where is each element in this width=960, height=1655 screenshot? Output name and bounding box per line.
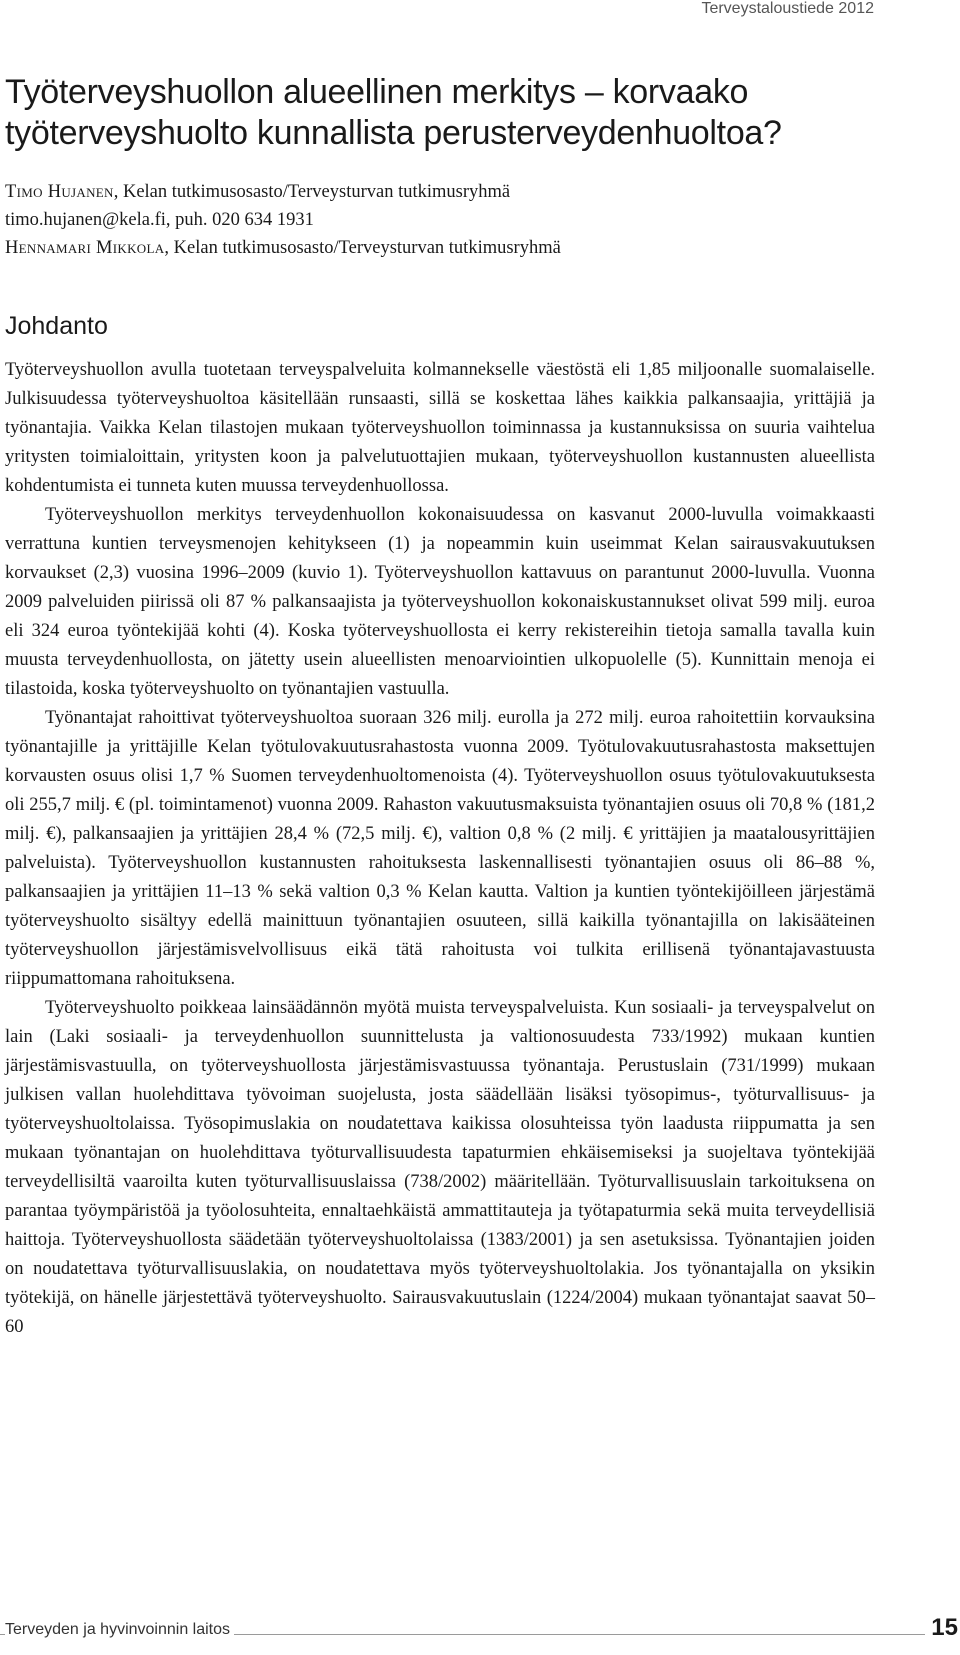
footer-organization: Terveyden ja hyvinvoinnin laitos <box>5 1621 234 1639</box>
body-text <box>5 356 875 1342</box>
running-header: Terveystaloustiede 2012 <box>701 0 874 17</box>
paragraph: Työnantajat rahoittivat työterveyshuoltoa suoraan 326 milj. eurolla ja 272 milj. euroa rahoitettiin korvauksina työnantajille ja yrittäjille Kelan työtulovakuutusrahastosta vuonna 2009. Työtulovakuutusrahastosta maksettujen korvausten osuus olisi 1,7 % Suomen terveydenhuoltomenoista (4). Työterveyshuollon osuus työtulovakuutuksesta oli 255,7 milj. € (pl. toimintamenot) vuonna 2009. Rahaston vakuutusmaksuista työnantajien osuus oli 70,8 % (181,2 milj. €), palkansaajien ja yrittäjien 28,4 % (72,5 milj. €), valtion 0,8 % (2 milj. € yrittäjien ja maatalousyrittäjien palveluista). Työterveyshuollon kustannusten rahoituksesta laskennallisesti työnantajien osuus oli 86–88 %, palkansaajien ja yrittäjien 11–13 % sekä valtion 0,3 % Kelan kautta. Valtion ja kuntien työntekijöilleen järjestämä työterveyshuolto sisältyy edellä mainittuun työnantajien osuuteen, sillä kaikilla työnantajilla on lakisääteinen työterveyshuollon järjestämisvelvollisuus eikä tätä rahoitusta voi tulkita erillisenä työnantajavastuusta riippumattomana rahoituksena. <box>5 708 875 989</box>
article-title <box>5 72 865 154</box>
page-number: 15 <box>925 1614 960 1642</box>
article-title-line: Työterveyshuollon alueellinen merkitys – korvaako <box>5 73 749 111</box>
author-line <box>5 178 905 206</box>
author-affiliation: , Kelan tutkimusosasto/Terveysturvan tutkimusryhmä <box>164 238 561 258</box>
author-line <box>5 234 905 262</box>
author-affiliation: , Kelan tutkimusosasto/Terveysturvan tutkimusryhmä <box>113 182 511 202</box>
paragraph: Työterveyshuollon avulla tuotetaan terveyspalveluita kolmannekselle väestöstä eli 1,85 miljoonalle suomalaiselle. Julkisuudessa työterveyshuoltoa käsitellään runsaasti, sillä se koskettaa lähes kaikkia palkansaajia, yrittäjiä ja työnantajia. Vaikka Kelan tilastojen mukaan työterveyshuollon toiminnassa ja kustannuksissa on suuria vaihtelua yritysten toimialoittain, yritysten koon ja palvelutuottajien mukaan, työterveyshuollon kustannusten alueellista kohdentumista ei tunneta kuten muussa terveydenhuollossa. <box>5 360 875 496</box>
article-title-line: työterveyshuolto kunnallista perusterveydenhuoltoa? <box>5 114 782 152</box>
section-heading: Johdanto <box>5 312 108 340</box>
author-name: Timo Hujanen <box>5 182 114 202</box>
author-name: Hennamari Mikkola <box>5 238 165 258</box>
author-block <box>5 178 905 262</box>
paragraph: Työterveyshuollon merkitys terveydenhuollon kokonaisuudessa on kasvanut 2000-luvulla voimakkaasti verrattuna kuntien terveysmenojen kehitykseen (1) ja nopeammin kuin useimmat Kelan sairausvakuutuksen korvaukset (2,3) vuosina 1996–2009 (kuvio 1). Työterveyshuollon kattavuus on parantunut 2000-luvulla. Vuonna 2009 palveluiden piirissä oli 87 % palkansaajista ja työterveyshuollon kokonaiskustannukset olivat 599 milj. euroa eli 324 euroa työntekijää kohti (4). Koska työterveyshuollosta ei kerry rekistereihin tietoja samalla tavalla kuin muusta terveydenhuollosta, on jätetty usein alueellisten menoarviointien ulkopuolelle (5). Kunnittain menoja ei tilastoida, koska työterveyshuolto on työnantajien vastuulla. <box>5 505 875 699</box>
paragraph: Työterveyshuolto poikkeaa lainsäädännön myötä muista terveyspalveluista. Kun sosiaali- ja terveyspalvelut on lain (Laki sosiaali- ja terveydenhuollon suunnittelusta ja valtionosuudesta 733/1992) mukaan kuntien järjestämisvastuulla, on työterveyshuollosta järjestämisvastuussa työnantaja. Perustuslain (731/1999) mukaan julkisen vallan huolehdittava työvoiman suojelusta, josta säädellään lisäksi työsopimus-, työturvallisuus- ja työterveyshuoltolaissa. Työsopimuslakia on noudatettava kaikissa olosuhteissa työn laadusta riippumatta ja sen mukaan työnantajan on huolehdittava työturvallisuudesta tapaturmien ehkäisemiseksi ja suojeltava työntekijää terveydellisiltä vaaroilta kuten työturvallisuuslaissa (738/2002) määritellään. Työturvallisuuslain tarkoituksena on parantaa työympäristöä ja työolosuhteita, ennaltaehkäistä ammattitauteja ja työtapaturmia sekä muita terveydellisiä haittoja. Työterveyshuollosta säädetään työterveyshuoltolaissa (1383/2001) ja sen asetuksissa. Työnantajien joiden on noudatettava työturvallisuuslakia, on noudatettava myös työterveyshuoltolakia. Jos työnantajalla on yksikin työtekijä, on hänelle järjestettävä työterveyshuolto. Sairausvakuutuslain (1224/2004) mukaan työnantajat saavat 50–60 <box>5 998 875 1337</box>
author-contact: timo.hujanen@kela.fi, puh. 020 634 1931 <box>5 210 314 230</box>
